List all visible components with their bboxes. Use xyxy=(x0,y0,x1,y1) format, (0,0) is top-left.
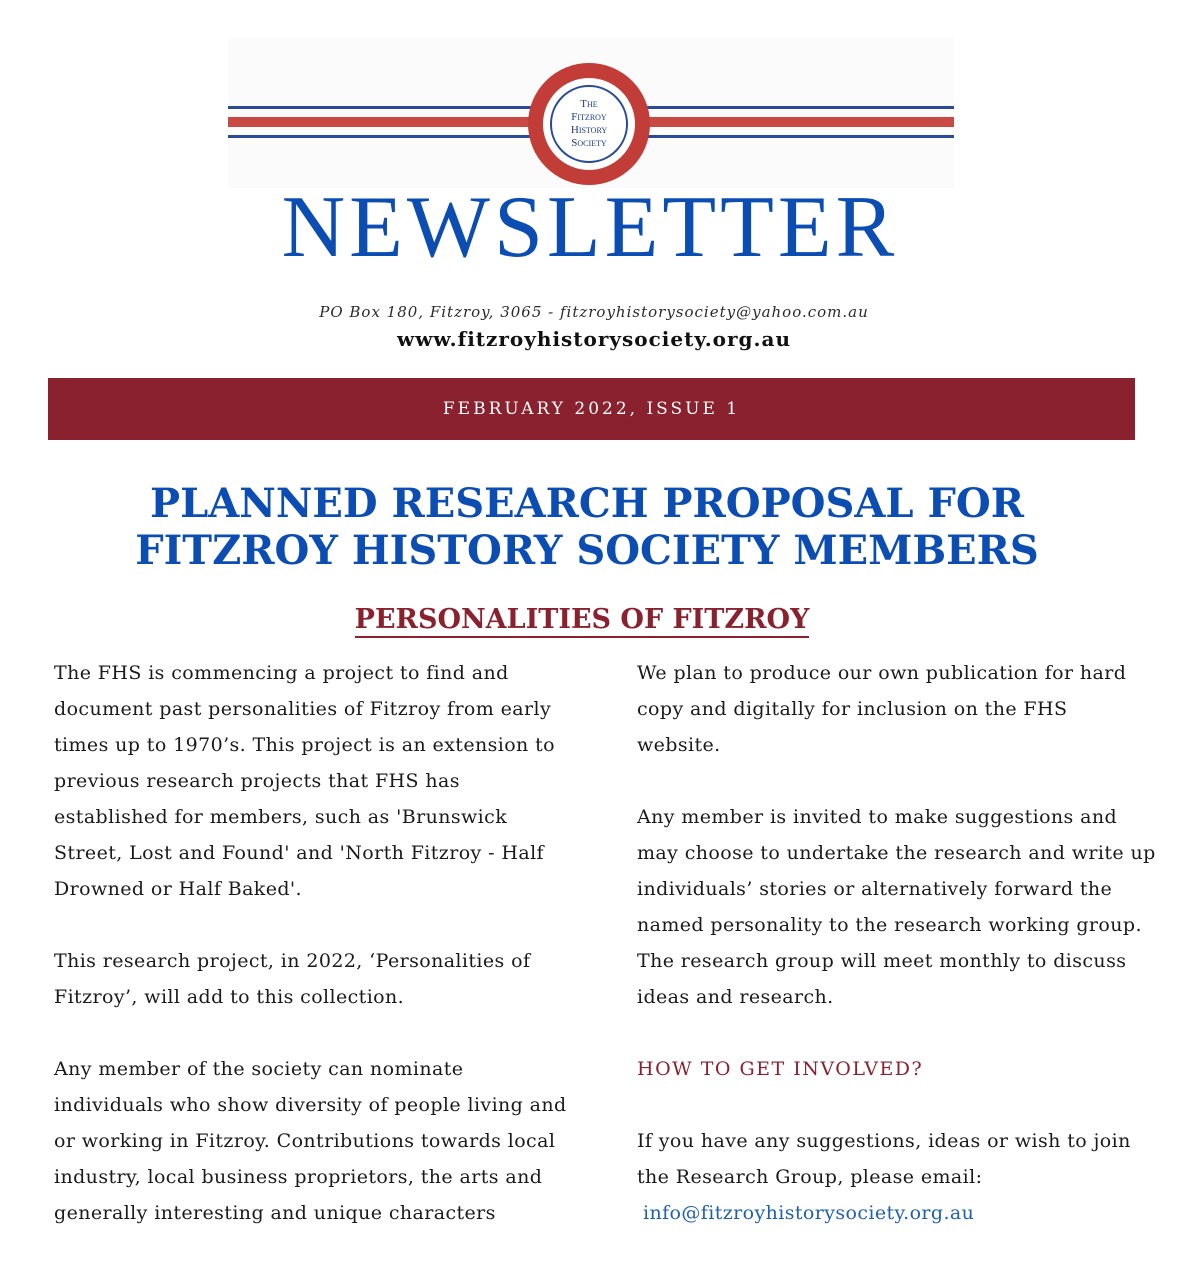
right-paragraph-1: We plan to produce our own publication for hard copy and digitally for inclusion on the FHS website. xyxy=(637,662,1127,756)
article-heading xyxy=(0,480,1174,574)
article-heading-line-1: PLANNED RESEARCH PROPOSAL FOR xyxy=(150,480,1024,527)
seal-ring xyxy=(543,78,635,170)
contact-email-link[interactable]: info@fitzroyhistorysociety.org.au xyxy=(643,1202,975,1224)
article-left-column xyxy=(54,655,574,1267)
newsletter-title: NEWSLETTER xyxy=(281,179,899,276)
left-paragraph-1: The FHS is commencing a project to find and document past personalities of Fitzroy from early times up to 1970’s. This project is an extension to previous research projects that FHS has established for members, such as 'Brunswick Street, Lost and Found' and 'North Fitzroy - Half Drowned or Half Baked'. xyxy=(54,662,556,900)
article-right-column xyxy=(637,655,1157,1231)
article-heading-line-2: FITZROY HISTORY SOCIETY MEMBERS xyxy=(135,527,1039,574)
involved-paragraph xyxy=(637,1123,1157,1231)
how-to-get-involved-label: HOW TO GET INVOLVED? xyxy=(637,1058,924,1080)
masthead-banner xyxy=(228,38,954,188)
left-paragraph-2: This research project, in 2022, ‘Personalities of Fitzroy’, will add to this collection. xyxy=(54,950,531,1008)
postal-address: PO Box 180, Fitzroy, 3065 - fitzroyhistorysociety@yahoo.com.au xyxy=(319,303,869,321)
issue-banner xyxy=(48,378,1135,440)
article-subheading-text: PERSONALITIES OF FITZROY xyxy=(355,604,810,638)
issue-label: FEBRUARY 2022, ISSUE 1 xyxy=(442,399,741,419)
involved-text: If you have any suggestions, ideas or wish to join the Research Group, please email: xyxy=(637,1130,1131,1188)
seal-line-1: The xyxy=(580,98,598,110)
seal-line-3: History xyxy=(570,124,608,136)
website-link[interactable]: www.fitzroyhistorysociety.org.au xyxy=(397,327,791,351)
article-subheading xyxy=(0,601,1164,639)
seal-text xyxy=(550,85,628,163)
society-seal-logo xyxy=(528,63,650,185)
right-paragraph-2: Any member is invited to make suggestions and may choose to undertake the research and write up individuals’ stories or alternatively forward the named personality to the research working group. The research group will meet monthly to discuss ideas and research. xyxy=(637,806,1156,1008)
seal-line-2: Fitzroy xyxy=(571,111,607,123)
left-paragraph-3: Any member of the society can nominate individuals who show diversity of people living and or working in Fitzroy. Contributions towards local industry, local business proprietors, the arts and generally interesting and unique characters xyxy=(54,1058,567,1224)
seal-line-4: Society xyxy=(571,137,607,149)
